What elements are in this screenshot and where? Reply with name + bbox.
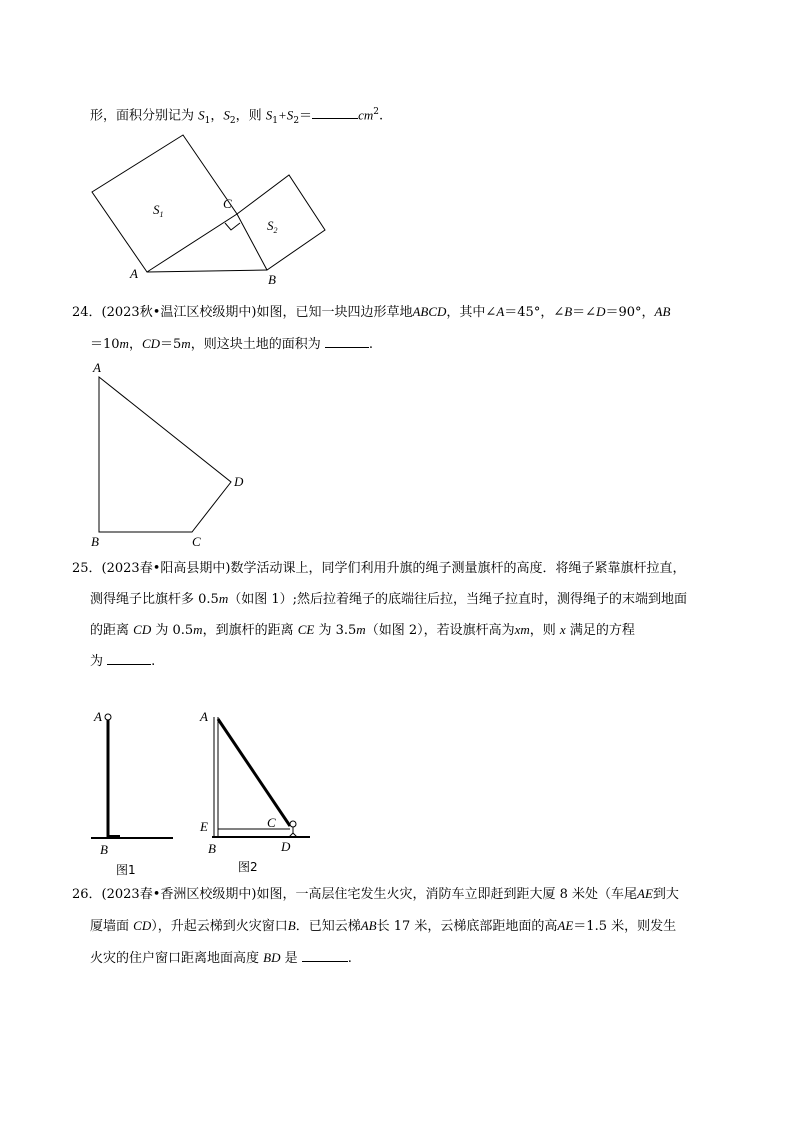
q23-line: 形，面积分别记为 $S_1$，$S_2$，则 $S_1+S_2= cm^2$. [90,107,384,126]
label-e: E [200,819,208,834]
figure-23 [85,132,345,287]
q26-line-2: 厦墙面 CD），升起云梯到火灾窗口B．已知云梯AB长 17 米，云梯底部距地面的高AE＝1.5 米，则发生 [90,918,677,934]
q25-line-2: 测得绳子比旗杆多 0.5m（如图 1）;然后拉着绳子的底端往后拉，当绳子拉直时，测得绳子的末端到地面 [90,591,687,607]
figure-24 [88,360,258,550]
label-b: B [100,842,108,857]
fig25-figure-1 [91,709,173,877]
q25-line-4: 为 . [90,654,156,669]
q26-line-3: 火灾的住户窗口距离地面高度 BD 是 . [90,950,352,966]
q26-line-1: 26．(2023春•香洲区校级期中)如图，一高层住宅发生火灾，消防车立即赶到距大厦 8 米处（车尾AE到大 [72,886,679,902]
caption-fig2: 图2 [238,860,258,874]
label-c: C [192,534,201,549]
label-a: A [130,266,138,281]
label-a: A [200,709,208,724]
answer-blank[interactable] [302,949,348,962]
q24-line-1: 24．(2023秋•温江区校级期中)如图，已知一块四边形草地ABCD，其中∠A＝45°，∠B＝∠D＝90°，AB [72,304,671,320]
q25-line-1: 25．(2023春•阳高县期中)数学活动课上，同学们利用升旗的绳子测量旗杆的高度．将绳子紧靠旗杆拉直， [72,561,686,576]
fig25-figure-2 [199,709,310,874]
label-s2: $S_2$ [267,218,278,235]
answer-blank[interactable] [325,335,369,348]
label-b: B [208,841,216,856]
answer-blank[interactable] [312,106,358,119]
label-a: A [93,360,101,375]
q25-line-3: 的距离 CD 为 0.5m，到旗杆的距离 CE 为 3.5m（如图 2），若设旗杆高为xm，则 x 满足的方程 [90,622,635,638]
q24-line-2: ＝10m，CD＝5m，则这块土地的面积为 . [90,336,373,352]
label-a: A [94,709,102,724]
label-b: B [91,534,99,549]
answer-blank[interactable] [107,652,151,665]
label-d: D [234,474,244,489]
person-icon [290,821,296,827]
figure-25 [88,705,328,880]
label-d: D [281,839,291,854]
caption-fig1: 图1 [116,863,136,877]
label-c: C [267,815,276,830]
label-c: C [223,196,232,211]
label-b: B [268,272,276,287]
label-s1: $S_1$ [153,202,164,219]
